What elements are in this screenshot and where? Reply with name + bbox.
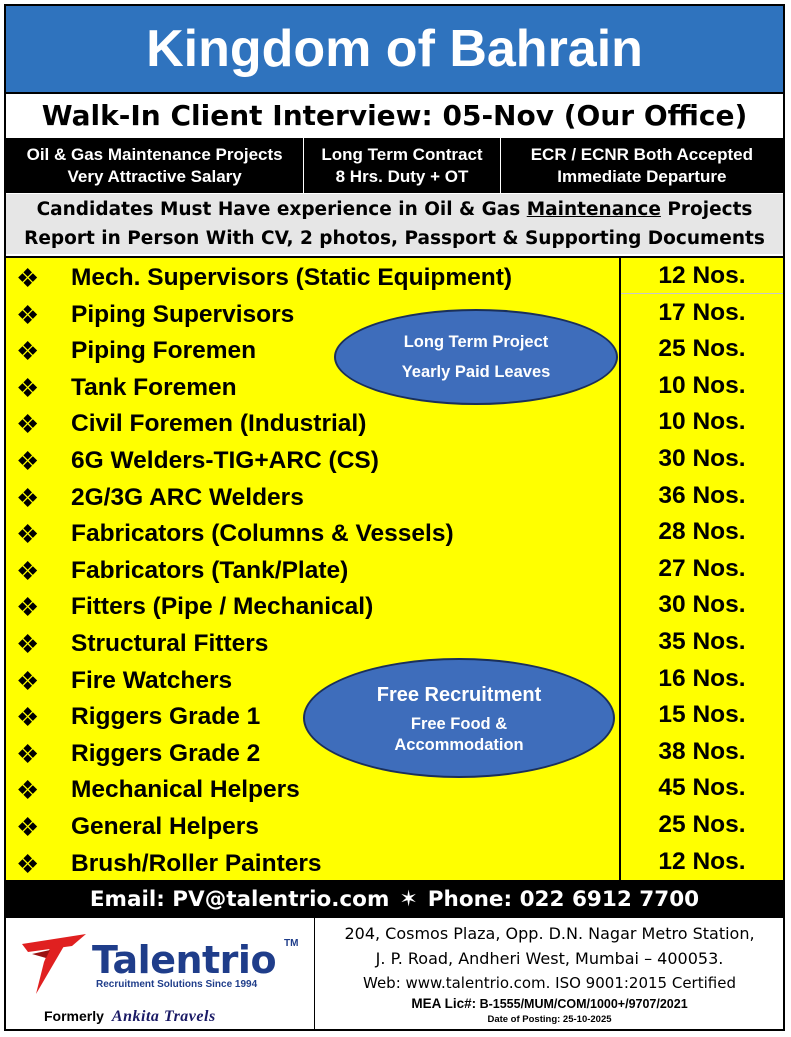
walkin-interview-heading: Walk-In Client Interview: 05-Nov (Our Office) [41, 98, 748, 132]
diamond-bullet-icon: ❖ [16, 336, 40, 367]
address-line-2: J. P. Road, Andheri West, Mumbai – 400053. [375, 949, 724, 968]
position-title: Mech. Supervisors (Static Equipment) [71, 264, 513, 291]
position-title: Tank Foremen [71, 373, 237, 401]
position-title: Riggers Grade 1 [71, 703, 261, 731]
requirements-block [6, 194, 783, 254]
diamond-bullet-icon: ❖ [16, 299, 40, 330]
position-title: Piping Foremen [71, 337, 257, 365]
position-title: Fabricators (Tank/Plate) [71, 556, 349, 584]
diamond-bullet-icon: ❖ [16, 738, 40, 769]
info-bar [6, 138, 783, 193]
talentrio-t-logo-icon [20, 932, 90, 996]
list-item [6, 515, 783, 551]
info-cell-line: Immediate Departure [557, 166, 727, 186]
list-item [6, 588, 783, 624]
info-cell-line: Oil & Gas Maintenance Projects [26, 144, 283, 164]
requirements-text: Candidates Must Have experience in Oil & Gas [36, 199, 527, 220]
list-item [6, 479, 783, 515]
diamond-bullet-icon: ❖ [16, 519, 40, 550]
diamond-bullet-icon: ❖ [16, 409, 40, 440]
diamond-bullet-icon: ❖ [16, 482, 40, 513]
list-item [6, 808, 783, 844]
position-title: Riggers Grade 2 [71, 739, 261, 767]
position-title: Fire Watchers [71, 666, 233, 694]
info-cell-line: ECR / ECNR Both Accepted [530, 144, 753, 164]
position-quantity: 38 Nos. [658, 737, 746, 765]
star-icon: ✶ [399, 886, 418, 912]
position-title: Piping Supervisors [71, 300, 295, 328]
diamond-bullet-icon: ❖ [16, 555, 40, 586]
address-block [316, 918, 783, 1027]
email-link[interactable]: Email: PV@talentrio.com [89, 886, 390, 912]
diamond-bullet-icon: ❖ [16, 812, 40, 842]
position-quantity: 36 Nos. [658, 481, 746, 509]
contact-bar [6, 880, 783, 918]
list-item [6, 552, 783, 588]
position-title: Structural Fitters [71, 630, 269, 657]
position-quantity: 16 Nos. [658, 664, 746, 692]
diamond-bullet-icon: ❖ [16, 629, 40, 659]
position-title: 6G Welders-TIG+ARC (CS) [71, 447, 379, 474]
info-cell-departure [501, 138, 783, 193]
position-quantity: 45 Nos. [658, 774, 746, 802]
oval-text: Accommodation [394, 736, 524, 754]
position-title: Civil Foremen (Industrial) [71, 410, 367, 438]
oval-text: Free Food & [410, 715, 508, 733]
formerly-line [44, 1008, 216, 1026]
position-title: 2G/3G ARC Welders [71, 483, 304, 511]
formerly-label: Formerly [44, 1008, 104, 1024]
info-cell-line: Long Term Contract [321, 144, 483, 164]
former-name: Ankita Travels [111, 1008, 216, 1025]
footer [6, 918, 783, 1029]
page-title: Kingdom of Bahrain [6, 6, 783, 94]
logo-tagline: Recruitment Solutions Since 1994 [96, 979, 258, 990]
position-quantity: 35 Nos. [658, 628, 746, 655]
diamond-bullet-icon: ❖ [16, 372, 40, 403]
oval-free-recruitment [303, 658, 615, 778]
position-quantity: 17 Nos. [658, 298, 746, 326]
list-item [6, 771, 783, 807]
posting-date: Date of Posting: 25-10-2025 [487, 1014, 612, 1025]
position-title: Brush/Roller Painters [71, 849, 322, 877]
position-quantity: 25 Nos. [658, 335, 746, 363]
position-quantity: 10 Nos. [658, 408, 746, 436]
info-cell-line: 8 Hrs. Duty + OT [335, 166, 469, 186]
diamond-bullet-icon: ❖ [16, 446, 40, 476]
diamond-bullet-icon: ❖ [16, 263, 40, 293]
diamond-bullet-icon: ❖ [16, 702, 40, 733]
mea-license [316, 995, 783, 1013]
oval-text: Yearly Paid Leaves [401, 363, 551, 381]
list-item [6, 442, 783, 478]
position-title: Mechanical Helpers [71, 776, 300, 804]
requirements-underlined: Maintenance [526, 199, 661, 220]
info-cell-line: Very Attractive Salary [67, 166, 242, 186]
position-quantity: 25 Nos. [658, 811, 746, 838]
trademark-mark: TM [284, 938, 299, 949]
oval-text: Free Recruitment [376, 684, 542, 706]
position-quantity: 28 Nos. [658, 518, 746, 546]
oval-text: Long Term Project [403, 333, 549, 351]
requirements-line-2: Report in Person With CV, 2 photos, Passport & Supporting Documents [24, 228, 765, 249]
position-quantity: 12 Nos. [658, 847, 746, 875]
list-item [6, 845, 783, 881]
oval-long-term-project [334, 309, 618, 405]
position-quantity: 27 Nos. [658, 554, 746, 582]
requirements-line-1 [37, 195, 753, 224]
list-item [6, 625, 783, 661]
position-title: Fabricators (Columns & Vessels) [71, 520, 454, 548]
website-iso-line: Web: www.talentrio.com. ISO 9001:2015 Certified [363, 974, 736, 992]
position-quantity: 12 Nos. [658, 262, 746, 289]
info-cell-projects [6, 138, 304, 193]
address-line-1: 204, Cosmos Plaza, Opp. D.N. Nagar Metro Station, [344, 924, 755, 943]
list-item [6, 259, 783, 295]
diamond-bullet-icon: ❖ [16, 848, 40, 879]
diamond-bullet-icon: ❖ [16, 592, 40, 623]
logo-block [6, 918, 315, 1029]
mea-label: MEA Lic#: [411, 996, 477, 1011]
position-title: Fitters (Pipe / Mechanical) [71, 593, 374, 621]
oval-subtext [305, 714, 613, 756]
logo-name: Talentrio [92, 938, 277, 982]
position-quantity: 15 Nos. [658, 701, 746, 729]
list-item [6, 405, 783, 441]
diamond-bullet-icon: ❖ [16, 665, 40, 696]
requirements-text: Projects [660, 199, 753, 220]
position-quantity: 30 Nos. [658, 591, 746, 619]
position-quantity: 10 Nos. [658, 371, 746, 399]
phone-link[interactable]: Phone: 022 6912 7700 [427, 886, 700, 912]
diamond-bullet-icon: ❖ [16, 775, 40, 806]
position-quantity: 30 Nos. [658, 445, 746, 472]
info-cell-contract [304, 138, 501, 193]
mea-value: B-1555/MUM/COM/1000+/9707/2021 [476, 997, 688, 1011]
position-title: General Helpers [71, 813, 259, 840]
